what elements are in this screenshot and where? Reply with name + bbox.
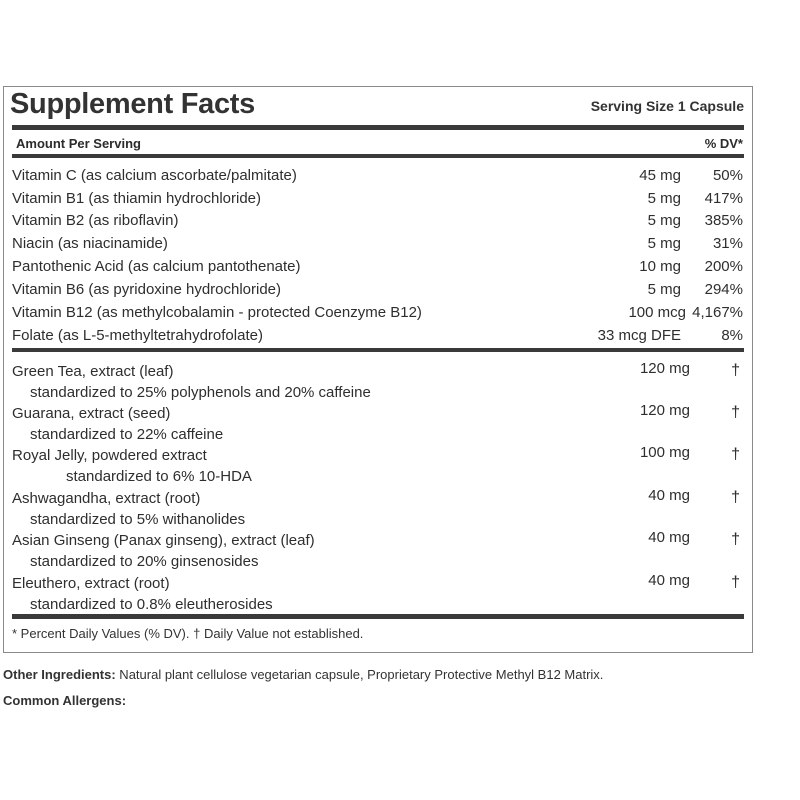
botanical-name: Guarana, extract (seed) [12, 405, 171, 422]
nutrient-dv: 50% [712, 167, 743, 184]
header-divider [12, 154, 744, 158]
nutrient-amount: 10 mg [639, 258, 681, 275]
amount-per-serving-header: Amount Per Serving [16, 136, 141, 151]
botanical-standardization: standardized to 5% withanolides [30, 511, 246, 528]
dagger-icon: † [731, 531, 740, 548]
dagger-icon: † [731, 446, 740, 463]
dv-header: % DV* [704, 136, 743, 151]
botanical-amount: 40 mg [648, 487, 690, 504]
nutrient-name: Folate (as L-5-methyltetrahydrofolate) [12, 327, 263, 344]
dagger-icon: † [731, 362, 740, 379]
nutrient-name: Pantothenic Acid (as calcium pantothenate) [12, 258, 301, 275]
nutrient-dv: 8% [721, 327, 743, 344]
other-ingredients-label: Other Ingredients: [3, 667, 116, 682]
nutrient-row [12, 232, 744, 255]
nutrient-name: Vitamin B1 (as thiamin hydrochloride) [12, 190, 262, 207]
nutrient-dv: 4,167% [692, 304, 743, 321]
nutrient-dv: 200% [704, 258, 743, 275]
dv-footnote: * Percent Daily Values (% DV). † Daily Value not established. [12, 626, 364, 641]
botanical-amount: 100 mg [639, 444, 690, 461]
other-ingredients-text: Natural plant cellulose vegetarian capsule, Proprietary Protective Methyl B12 Matrix. [115, 667, 604, 682]
section-divider [12, 348, 744, 352]
nutrient-row [12, 209, 744, 232]
footer-divider [12, 614, 744, 619]
nutrient-name: Vitamin B2 (as riboflavin) [12, 212, 179, 229]
thick-divider [12, 125, 744, 130]
other-ingredients [3, 667, 603, 682]
botanical-name: Asian Ginseng (Panax ginseng), extract (leaf) [12, 532, 315, 549]
botanical-name: Green Tea, extract (leaf) [12, 363, 174, 380]
nutrient-name: Vitamin B6 (as pyridoxine hydrochloride) [12, 281, 282, 298]
nutrient-row [12, 278, 744, 301]
botanical-amount: 40 mg [648, 529, 690, 546]
nutrient-amount: 33 mcg DFE [597, 327, 681, 344]
nutrient-amount: 45 mg [639, 167, 681, 184]
nutrient-amount: 5 mg [647, 281, 681, 298]
nutrient-amount: 5 mg [647, 235, 681, 252]
botanical-amount: 120 mg [639, 402, 690, 419]
botanical-name: Royal Jelly, powdered extract [12, 447, 207, 464]
botanical-standardization: standardized to 25% polyphenols and 20% caffeine [30, 384, 371, 401]
nutrient-row [12, 164, 744, 187]
nutrient-amount: 100 mcg [628, 304, 686, 321]
dagger-icon: † [731, 574, 740, 591]
nutrient-dv: 31% [712, 235, 743, 252]
nutrient-row [12, 187, 744, 210]
nutrient-row [12, 301, 744, 324]
dagger-icon: † [731, 404, 740, 421]
common-allergens [3, 693, 126, 708]
nutrient-dv: 294% [704, 281, 743, 298]
nutrient-row [12, 255, 744, 278]
dagger-icon: † [731, 489, 740, 506]
nutrient-name: Niacin (as niacinamide) [12, 235, 168, 252]
botanical-name: Eleuthero, extract (root) [12, 575, 170, 592]
serving-size: Serving Size 1 Capsule [590, 98, 744, 114]
nutrient-dv: 385% [704, 212, 743, 229]
panel-title: Supplement Facts [10, 88, 255, 120]
botanical-amount: 120 mg [639, 360, 690, 377]
botanical-standardization: standardized to 20% ginsenosides [30, 553, 259, 570]
botanical-standardization: standardized to 6% 10-HDA [66, 468, 252, 485]
nutrient-name: Vitamin C (as calcium ascorbate/palmitate) [12, 167, 297, 184]
botanical-standardization: standardized to 0.8% eleutherosides [30, 596, 273, 613]
nutrient-amount: 5 mg [647, 212, 681, 229]
botanical-name: Ashwagandha, extract (root) [12, 490, 201, 507]
botanical-standardization: standardized to 22% caffeine [30, 426, 224, 443]
botanical-amount: 40 mg [648, 572, 690, 589]
nutrient-dv: 417% [704, 190, 743, 207]
nutrient-name: Vitamin B12 (as methylcobalamin - protected Coenzyme B12) [12, 304, 422, 321]
common-allergens-label: Common Allergens: [3, 693, 127, 708]
nutrient-row [12, 324, 744, 347]
nutrient-amount: 5 mg [647, 190, 681, 207]
